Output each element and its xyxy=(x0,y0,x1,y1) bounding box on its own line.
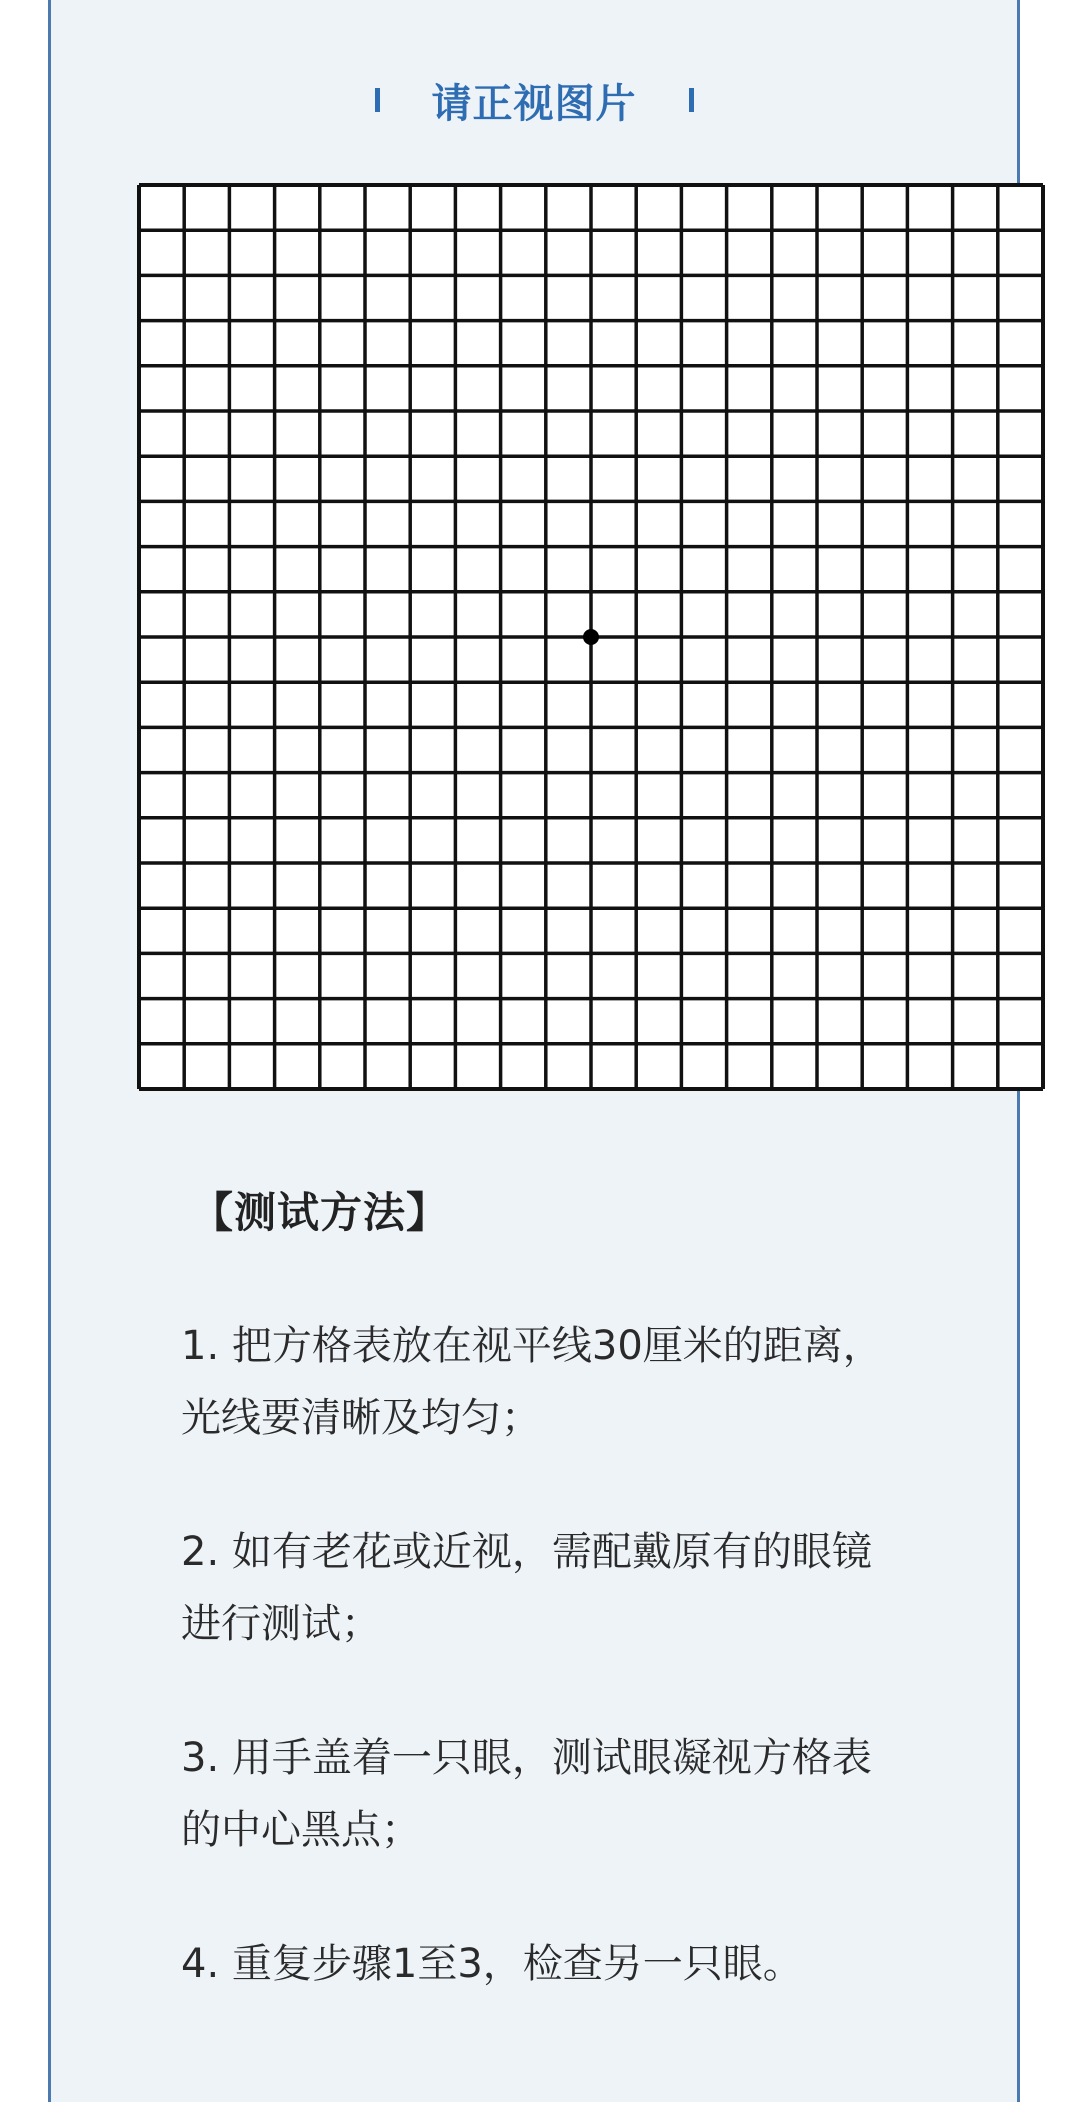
step-4 xyxy=(181,1928,1021,2000)
step-4-line-1: 4. 重复步骤1至3，检查另一只眼。 xyxy=(181,1941,803,1987)
step-2 xyxy=(181,1516,1021,1660)
amsler-grid xyxy=(136,182,1046,1092)
method-steps xyxy=(181,1310,1021,2062)
page-title: 请正视图片 xyxy=(431,80,637,127)
title-right-bar xyxy=(689,88,694,112)
grid-center-dot xyxy=(583,629,599,645)
amsler-grid-svg xyxy=(136,182,1046,1092)
step-3-line-2: 的中心黑点； xyxy=(181,1807,421,1853)
title-row xyxy=(51,70,1017,130)
step-1-line-1: 1. 把方格表放在视平线30厘米的距离， xyxy=(181,1323,883,1369)
step-3-line-1: 3. 用手盖着一只眼，测试眼凝视方格表 xyxy=(181,1735,872,1781)
step-3 xyxy=(181,1722,1021,1866)
title-left-bar xyxy=(375,88,380,112)
step-1-line-2: 光线要清晰及均匀； xyxy=(181,1395,541,1441)
step-2-line-2: 进行测试； xyxy=(181,1601,381,1647)
step-1 xyxy=(181,1310,1021,1454)
content-panel xyxy=(48,0,1020,2102)
method-heading: 【测试方法】 xyxy=(191,1188,450,1237)
step-2-line-1: 2. 如有老花或近视，需配戴原有的眼镜 xyxy=(181,1529,872,1575)
